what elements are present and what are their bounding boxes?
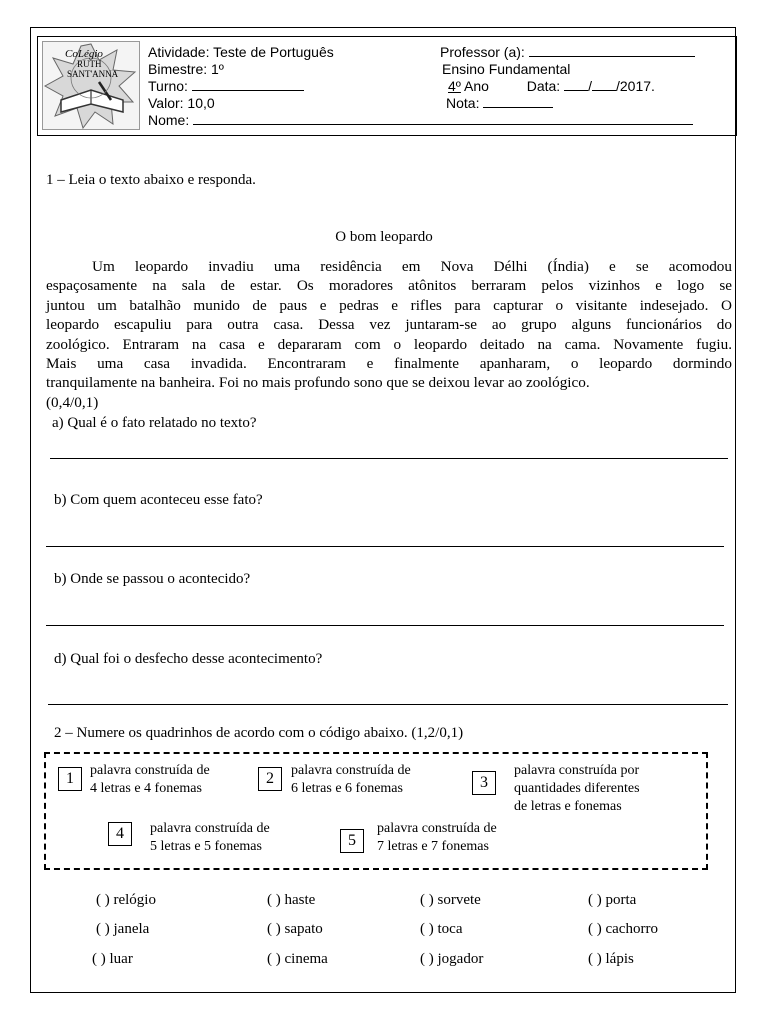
- word-porta[interactable]: ( ) porta: [588, 892, 637, 908]
- header-turno: [148, 78, 304, 94]
- question-a: a) Qual é o fato relatado no texto?: [52, 415, 257, 431]
- q1-instruction: 1 – Leia o texto abaixo e responda.: [46, 172, 256, 188]
- header-valor: Valor: 10,0: [148, 95, 215, 111]
- code-desc-4: [150, 820, 270, 856]
- code-box-1: 1: [58, 767, 82, 791]
- paragraph-line-4: leopardo escapuliu para outra casa. Dessa vez juntaram-se ao grupo alguns funcionários do: [46, 316, 732, 334]
- word-jogador[interactable]: ( ) jogador: [420, 951, 484, 967]
- q2-instruction: 2 – Numere os quadrinhos de acordo com o código abaixo. (1,2/0,1): [54, 725, 464, 741]
- word-relogio[interactable]: ( ) relógio: [96, 892, 156, 908]
- professor-field[interactable]: [529, 44, 695, 57]
- data-year: /2017.: [615, 78, 655, 94]
- word-haste[interactable]: ( ) haste: [267, 892, 316, 908]
- paragraph-line-2: espaçosamente na sala de estar. Os moradores atônitos berraram pelos vizinhos e logo se: [46, 277, 732, 295]
- code-desc-1-line-2: 4 letras e 4 fonemas: [90, 781, 202, 796]
- code-box-4: 4: [108, 822, 132, 846]
- answer-line-c[interactable]: [46, 625, 724, 626]
- code-desc-5-line-2: 7 letras e 7 fonemas: [377, 839, 489, 854]
- code-desc-3-line-3: de letras e fonemas: [514, 799, 622, 814]
- paragraph-line-6: Mais uma casa invadida. Encontraram e finalmente apanharam, o leopardo dormindo: [46, 355, 732, 373]
- word-janela[interactable]: ( ) janela: [96, 921, 150, 937]
- nome-field[interactable]: [193, 112, 693, 125]
- code-desc-5: [377, 820, 497, 856]
- data-month-field[interactable]: [592, 78, 616, 91]
- text-title: O bom leopardo: [335, 229, 433, 245]
- logo-text-2: RUTH: [77, 59, 102, 69]
- answer-line-a[interactable]: [50, 458, 728, 459]
- code-desc-1: [90, 762, 210, 798]
- header-atividade: Atividade: Teste de Português: [148, 44, 334, 60]
- ano-value: 4º: [448, 78, 461, 94]
- word-cachorro[interactable]: ( ) cachorro: [588, 921, 658, 937]
- nota-field[interactable]: [483, 95, 553, 108]
- code-desc-4-line-2: 5 letras e 5 fonemas: [150, 839, 262, 854]
- code-desc-3-line-2: quantidades diferentes: [514, 781, 640, 796]
- code-desc-5-line-1: palavra construída de: [377, 821, 497, 836]
- paragraph-score: (0,4/0,1): [46, 393, 99, 411]
- code-desc-2-line-1: palavra construída de: [291, 763, 411, 778]
- word-luar[interactable]: ( ) luar: [92, 951, 133, 967]
- code-box-2: 2: [258, 767, 282, 791]
- text-paragraph: [46, 257, 732, 412]
- header-bimestre: Bimestre: 1º: [148, 61, 224, 77]
- nota-label: Nota:: [446, 95, 480, 111]
- word-lapis[interactable]: ( ) lápis: [588, 951, 634, 967]
- code-desc-4-line-1: palavra construída de: [150, 821, 270, 836]
- school-logo: [42, 41, 140, 130]
- professor-label: Professor (a):: [440, 44, 525, 60]
- word-sapato[interactable]: ( ) sapato: [267, 921, 323, 937]
- turno-field[interactable]: [192, 78, 304, 91]
- paragraph-line-7: tranquilamente na banheira. Foi no mais profundo sono que se deixou levar ao zoológico.: [46, 374, 590, 392]
- word-sorvete[interactable]: ( ) sorvete: [420, 892, 481, 908]
- header-ano-data: [448, 78, 655, 94]
- logo-text-1: CoLégio: [65, 48, 103, 60]
- code-desc-3-line-1: palavra construída por: [514, 763, 640, 778]
- data-label: Data:: [526, 78, 561, 94]
- word-toca[interactable]: ( ) toca: [420, 921, 463, 937]
- word-cinema[interactable]: ( ) cinema: [267, 951, 328, 967]
- question-d: d) Qual foi o desfecho desse acontecimento?: [54, 651, 323, 667]
- question-c: b) Onde se passou o acontecido?: [54, 571, 251, 587]
- code-desc-1-line-1: palavra construída de: [90, 763, 210, 778]
- paragraph-line-1: Um leopardo invadiu uma residência em Nova Délhi (Índia) e se acomodou: [92, 258, 732, 275]
- data-day-field[interactable]: [564, 78, 588, 91]
- header-ensino: Ensino Fundamental: [442, 61, 571, 77]
- header-nome-label: Nome:: [148, 112, 190, 128]
- header-nome: [148, 112, 693, 128]
- header-nota: [446, 95, 553, 111]
- question-b: b) Com quem aconteceu esse fato?: [54, 492, 263, 508]
- paragraph-line-5: zoológico. Entraram na casa e depararam com o leopardo deitado na cama. Novamente fugiu.: [46, 335, 732, 353]
- logo-text-3: SANT'ANNA: [67, 69, 119, 79]
- data-sep: /: [588, 78, 592, 94]
- code-desc-2-line-2: 6 letras e 6 fonemas: [291, 781, 403, 796]
- paragraph-line-3: juntou um batalhão munido de paus e pedras e rifles para capturar o visitante indesejado. O: [46, 296, 732, 314]
- code-box-3: 3: [472, 771, 496, 795]
- code-desc-3: [514, 762, 640, 816]
- code-box-5: 5: [340, 829, 364, 853]
- ano-label: Ano: [464, 78, 489, 94]
- header-turno-label: Turno:: [148, 78, 188, 94]
- answer-line-b[interactable]: [46, 546, 724, 547]
- answer-line-d[interactable]: [48, 704, 728, 705]
- header-professor: [440, 44, 695, 60]
- code-desc-2: [291, 762, 411, 798]
